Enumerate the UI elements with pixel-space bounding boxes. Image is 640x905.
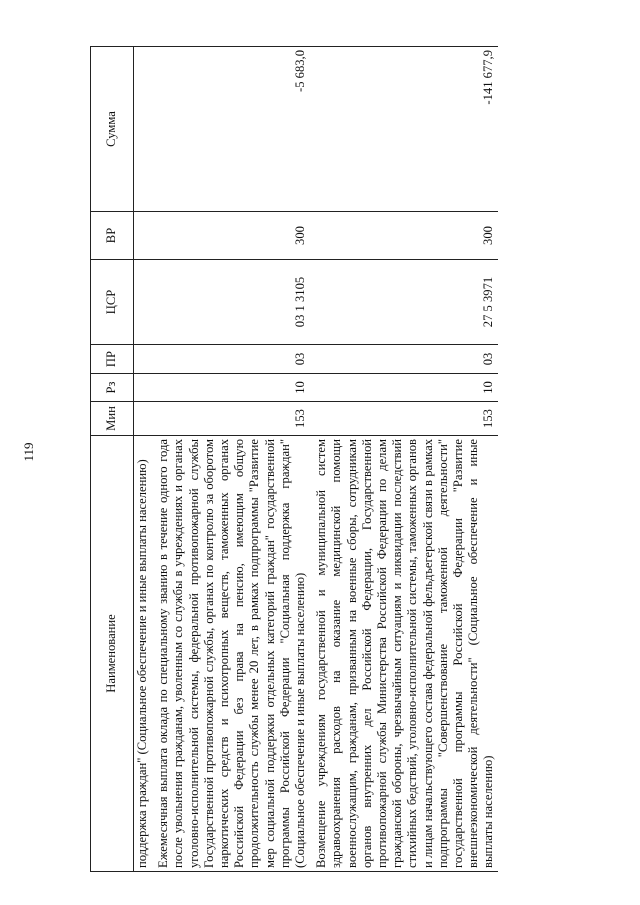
table-header-row — [91, 47, 134, 872]
header-pr: ПР — [91, 345, 134, 374]
header-min: Мин — [91, 402, 134, 436]
row-pr: 03 — [313, 345, 497, 374]
row-sum: -5 683,0 — [155, 47, 309, 212]
budget-table-rotated — [90, 47, 560, 872]
row-min — [134, 402, 152, 436]
row-rz: 10 — [313, 374, 497, 402]
header-vr: ВР — [91, 212, 134, 260]
table-row — [134, 47, 152, 872]
row-sum — [134, 47, 152, 212]
page-number: 119 — [21, 442, 36, 462]
header-sum: Сумма — [91, 47, 134, 212]
row-csr: 03 1 3105 — [155, 260, 309, 345]
row-name: Ежемесячная выплата оклада по специальному званию в течение одного года после увольнения гражданам, уволенным со службы в учреждениях и органах уголовно-исполнительной системы, федеральной противопожарной службы Государственной противопожарной службы, органах по контролю за оборотом наркотических средств и психотропных веществ, таможенных органах Российской Федерации без права на пенсию, имеющим общую продолжительность службы менее 20 лет, в рамках подпрограммы "Развитие мер социальной поддержки отдельных категорий граждан" государственной программы Российской Федерации "Социальная поддержка граждан" (Социальное обеспечение и иные выплаты населению) — [155, 436, 309, 872]
budget-table — [90, 46, 498, 872]
row-vr — [134, 212, 152, 260]
row-vr: 300 — [155, 212, 309, 260]
header-csr: ЦСР — [91, 260, 134, 345]
row-min: 153 — [313, 402, 497, 436]
header-name: Наименование — [91, 436, 134, 872]
row-name: Возмещение учреждениям государственной и муниципальной систем здравоохранения расходов на оказание медицинской помощи военнослужащим, гражданам, призванным на военные сборы, сотрудникам органов внутренних дел Российской Федерации, Государственной противопожарной службы Министерства Российской Федерации по делам гражданской обороны, чрезвычайным ситуациям и ликвидации последствий стихийных бедствий, уголовно-исполнительной системы, таможенных органов и лицам начальствующего состава федеральной фельдъегерской связи в рамках подпрограммы "Совершенствование таможенной деятельности" государственной программы Российской Федерации "Развитие внешнеэкономической деятельности" (Социальное обеспечение и иные выплаты населению) — [313, 436, 497, 872]
row-min: 153 — [155, 402, 309, 436]
table-row — [313, 47, 497, 872]
row-csr: 27 5 3971 — [313, 260, 497, 345]
row-rz — [134, 374, 152, 402]
row-pr — [134, 345, 152, 374]
table-row — [155, 47, 309, 872]
row-sum: -141 677,9 — [313, 47, 497, 212]
row-pr: 03 — [155, 345, 309, 374]
row-name: поддержка граждан" (Социальное обеспечение и иные выплаты населению) — [134, 436, 152, 872]
row-csr — [134, 260, 152, 345]
row-rz: 10 — [155, 374, 309, 402]
header-rz: Рз — [91, 374, 134, 402]
row-vr: 300 — [313, 212, 497, 260]
